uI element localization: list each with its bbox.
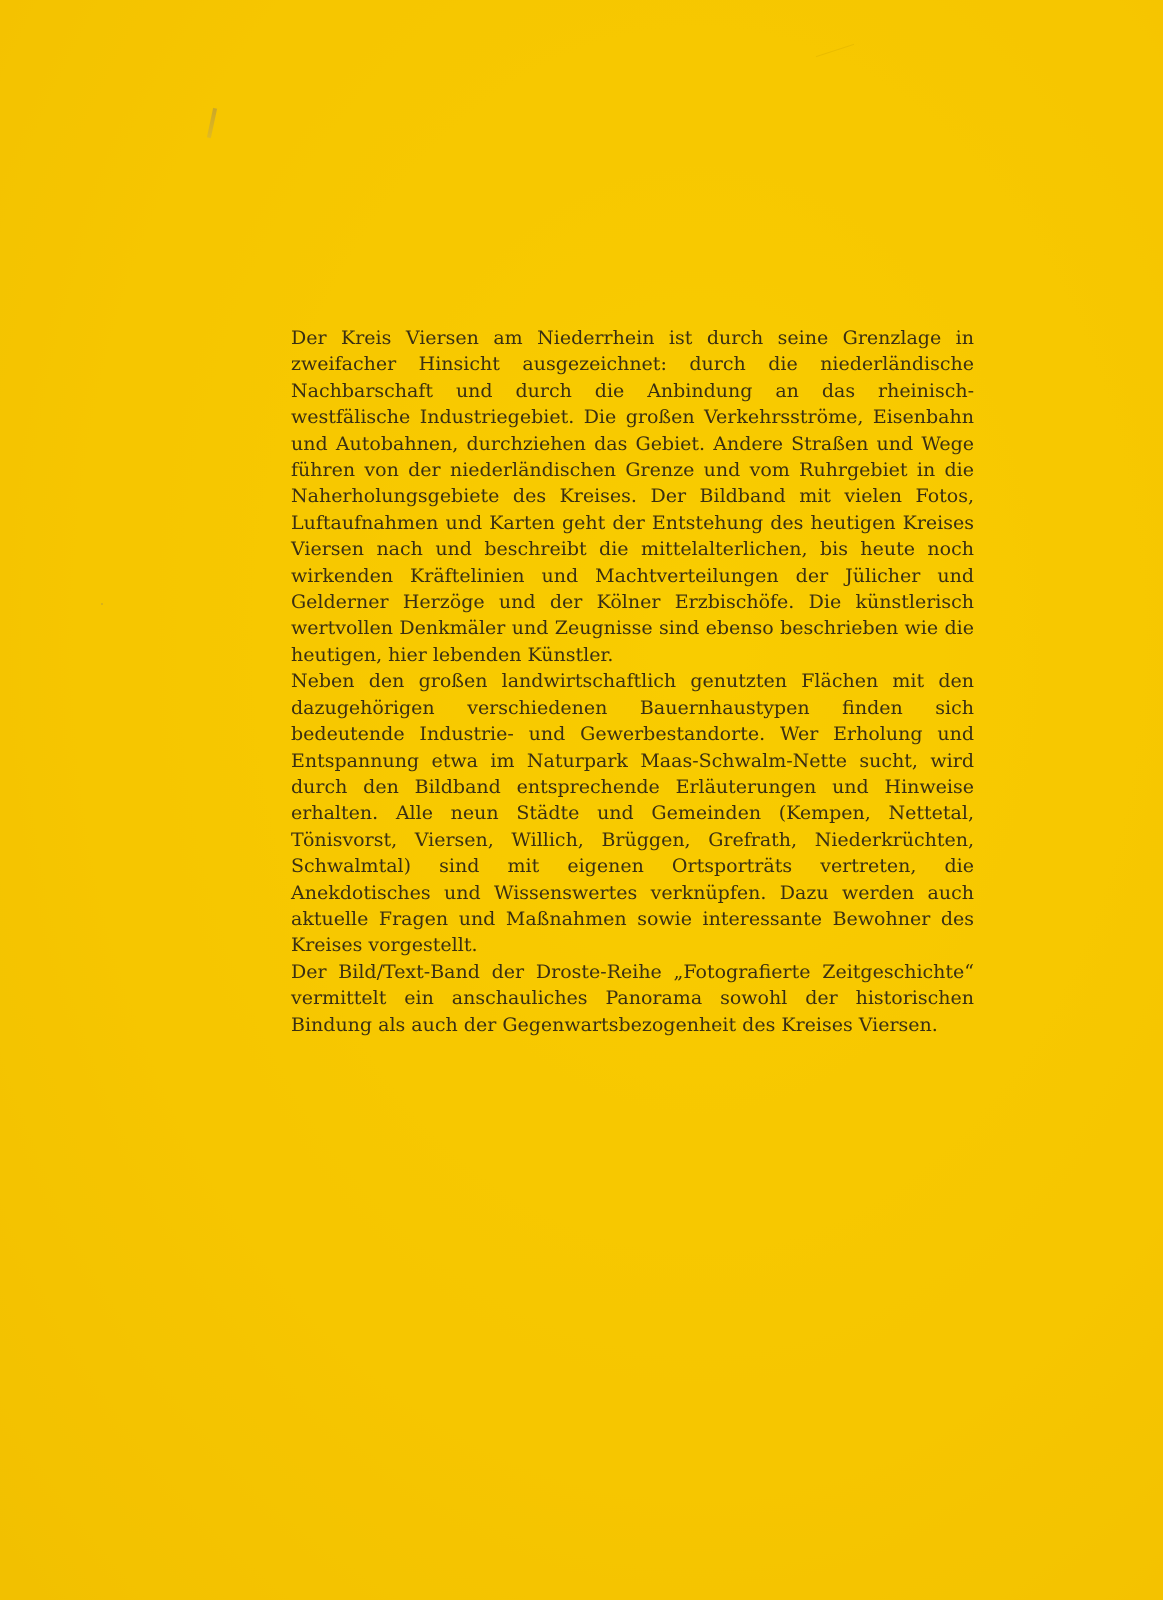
blurb-paragraph-1: Der Kreis Viersen am Niederrhein ist durch seine Grenzlage in zweifacher Hinsicht ausgezeichnet: durch die niederländische Nachbarschaft und durch die Anbindung an das rheinisch-westfälische Industriegebiet. Die großen Verkehrsströme, Eisenbahn und Autobahnen, durchziehen das Gebiet. Andere Straßen und Wege führen von der niederländischen Grenze und vom Ruhrgebiet in die Naherholungsgebiete des Kreises. Der Bildband mit vielen Fotos, Luftaufnahmen und Karten geht der Entstehung des heutigen Kreises Viersen nach und beschreibt die mittelalterlichen, bis heute noch wirkenden Kräftelinien und Machtverteilungen der Jülicher und Gelderner Herzöge und der Kölner Erzbischöfe. Die künstlerisch wertvollen Denkmäler und Zeugnisse sind ebenso beschrieben wie die heutigen, hier lebenden Künstler.	[291, 327, 974, 666]
scratch-mark	[816, 44, 854, 57]
blurb-paragraph-2: Neben den großen landwirtschaftlich genutzten Flächen mit den dazugehörigen verschiedenen Bauernhaustypen finden sich bedeutende Industrie- und Gewerbestandorte. Wer Erholung und Entspannung etwa im Naturpark Maas-Schwalm-Nette sucht, wird durch den Bildband entsprechende Erläuterungen und Hinweise erhalten. Alle neun Städte und Gemeinden (Kempen, Nettetal, Tönisvorst, Viersen, Willich, Brüggen, Grefrath, Niederkrüchten, Schwalmtal) sind mit eigenen Ortsporträts vertreten, die Anekdotisches und Wissenswertes verknüpfen. Dazu werden auch aktuelle Fragen und Maßnahmen sowie interessante Bewohner des Kreises vorgestellt.	[291, 670, 974, 957]
smudge-mark	[207, 108, 217, 138]
speck-mark	[101, 603, 103, 605]
blurb-paragraph-3: Der Bild/Text-Band der Droste-Reihe „Fotografierte Zeitgeschichte“ vermittelt ein anschauliches Panorama sowohl der historischen Bindung als auch der Gegenwartsbezogenheit des Kreises Viersen.	[291, 960, 974, 1036]
blurb-text	[291, 325, 974, 1038]
